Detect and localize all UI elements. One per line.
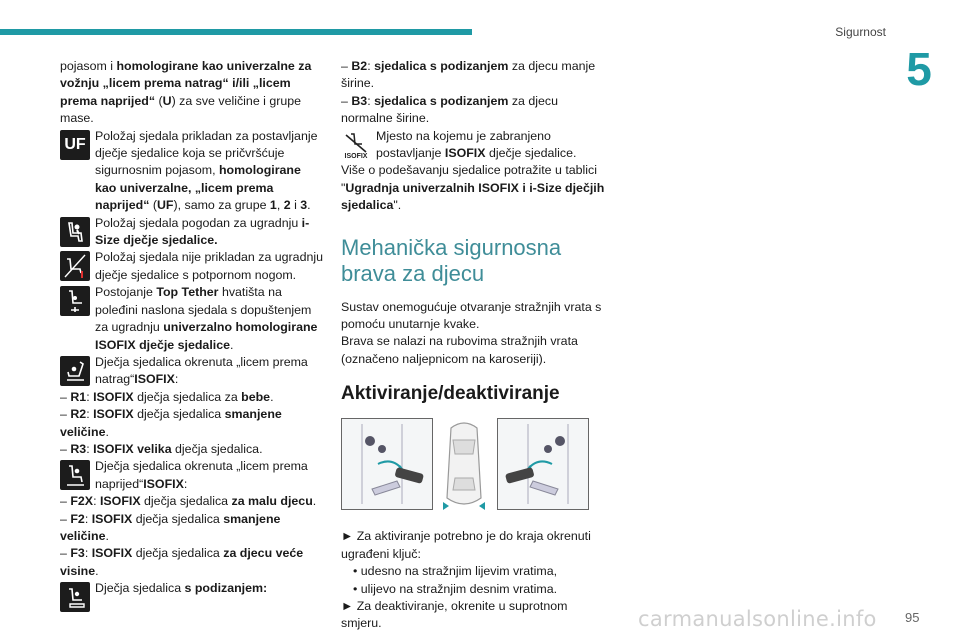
list-item-r3: – R3: ISOFIX velika dječja sjedalica. xyxy=(60,441,263,456)
bullet-right-door: • ulijevo na stražnjim desnim vratima. xyxy=(353,581,558,596)
header-accent-bar xyxy=(0,29,472,35)
left-column xyxy=(60,58,324,614)
booster-seat-icon xyxy=(60,582,90,612)
no-isofix-icon xyxy=(341,130,371,160)
rear-facing-seat-icon xyxy=(60,356,90,386)
list-item-r1: – R1: ISOFIX dječja sjedalica za bebe. xyxy=(60,389,274,404)
forward-facing-paragraph: Dječja sjedalica okrenuta „licem prema naprijed“ISOFIX: xyxy=(60,458,324,493)
right-column xyxy=(341,58,609,633)
right-door-lock-image xyxy=(497,418,589,510)
section-heading: Mehanička sigurnosna brava za djecu xyxy=(341,234,562,286)
booster-paragraph: Dječja sjedalica s podizanjem: xyxy=(60,580,324,614)
left-door-lock-image xyxy=(341,418,433,510)
isize-paragraph: Položaj sjedala pogodan za ugradnju i-Size dječje sjedalice. xyxy=(60,215,324,250)
car-top-view-icon xyxy=(441,418,487,512)
child-lock-illustration xyxy=(341,418,591,516)
description-paragraph-2: Brava se nalazi na rubovima stražnjih vrata (označeno naljepnicom na karoseriji). xyxy=(341,334,578,366)
top-tether-icon xyxy=(60,286,90,316)
subsection-heading: Aktiviranje/deaktiviranje xyxy=(341,383,560,405)
uf-icon: UF xyxy=(60,130,90,160)
chapter-number: 5 xyxy=(906,43,932,95)
list-item-b2: – B2: sjedalica s podizanjem za djecu manje širine. xyxy=(341,59,596,91)
list-item-r2: – R2: ISOFIX dječja sjedalica smanjene veličine. xyxy=(60,407,282,439)
rear-facing-paragraph: Dječja sjedalica okrenuta „licem prema natrag“ISOFIX: xyxy=(60,354,324,389)
page-number: 95 xyxy=(905,610,920,625)
activation-instruction: ► Za aktiviranje potrebno je do kraja okrenuti ugrađeni ključ: xyxy=(341,529,591,561)
no-isofix-paragraph: ISOFIX Mjesto na kojemu je zabranjeno postavljanje ISOFIX dječje sjedalice. xyxy=(341,128,609,163)
bullet-left-door: • udesno na stražnjim lijevim vratima, xyxy=(353,564,558,579)
top-tether-paragraph: Postojanje Top Tether hvatišta na poleđini naslona sjedala s dopuštenjem za ugradnju univerzalno homologirane ISOFIX dječje sjedalice. xyxy=(60,284,324,354)
list-item-b3: – B3: sjedalica s podizanjem za djecu normalne širine. xyxy=(341,93,558,126)
list-item-f2x: – F2X: ISOFIX dječja sjedalica za malu djecu. xyxy=(60,494,317,509)
uf-paragraph: UF Položaj sjedala prikladan za postavljanje dječje sjedalice koja se pričvršćuje sigurnosnim pojasom, homologirane kao univerzalne, „licem prema naprijed“ (UF), samo za grupe 1, 2 i 3. xyxy=(60,128,324,215)
forward-facing-seat-icon xyxy=(60,460,90,490)
intro-paragraph: pojasom i homologirane kao univerzalne za vožnju „licem prema natrag“ i/ili „licem prema naprijed“ (U) za sve veličine i grupe mase. xyxy=(60,59,312,126)
support-leg-icon xyxy=(60,251,90,281)
watermark: carmanualsonline.info xyxy=(638,607,877,631)
support-leg-paragraph: Položaj sjedala nije prikladan za ugradnju dječje sjedalice s potpornom nogom. xyxy=(60,249,324,284)
list-item-f2: – F2: ISOFIX dječja sjedalica smanjene veličine. xyxy=(60,511,281,543)
isize-seat-icon xyxy=(60,217,90,247)
no-isofix-icon-label: ISOFIX xyxy=(344,152,368,160)
list-item-f3: – F3: ISOFIX dječja sjedalica za djecu veće visine. xyxy=(60,546,304,578)
description-paragraph-1: Sustav onemogućuje otvaranje stražnjih vrata s pomoću unutarnje kvake. xyxy=(341,299,602,332)
section-title: Sigurnost xyxy=(835,25,886,39)
more-info-paragraph: Više o podešavanju sjedalice potražite u tablici "Ugradnja univerzalnih ISOFIX i i-Size dječjih sjedalica". xyxy=(341,163,605,213)
deactivation-instruction: ► Za deaktiviranje, okrenite u suprotnom smjeru. xyxy=(341,598,568,631)
